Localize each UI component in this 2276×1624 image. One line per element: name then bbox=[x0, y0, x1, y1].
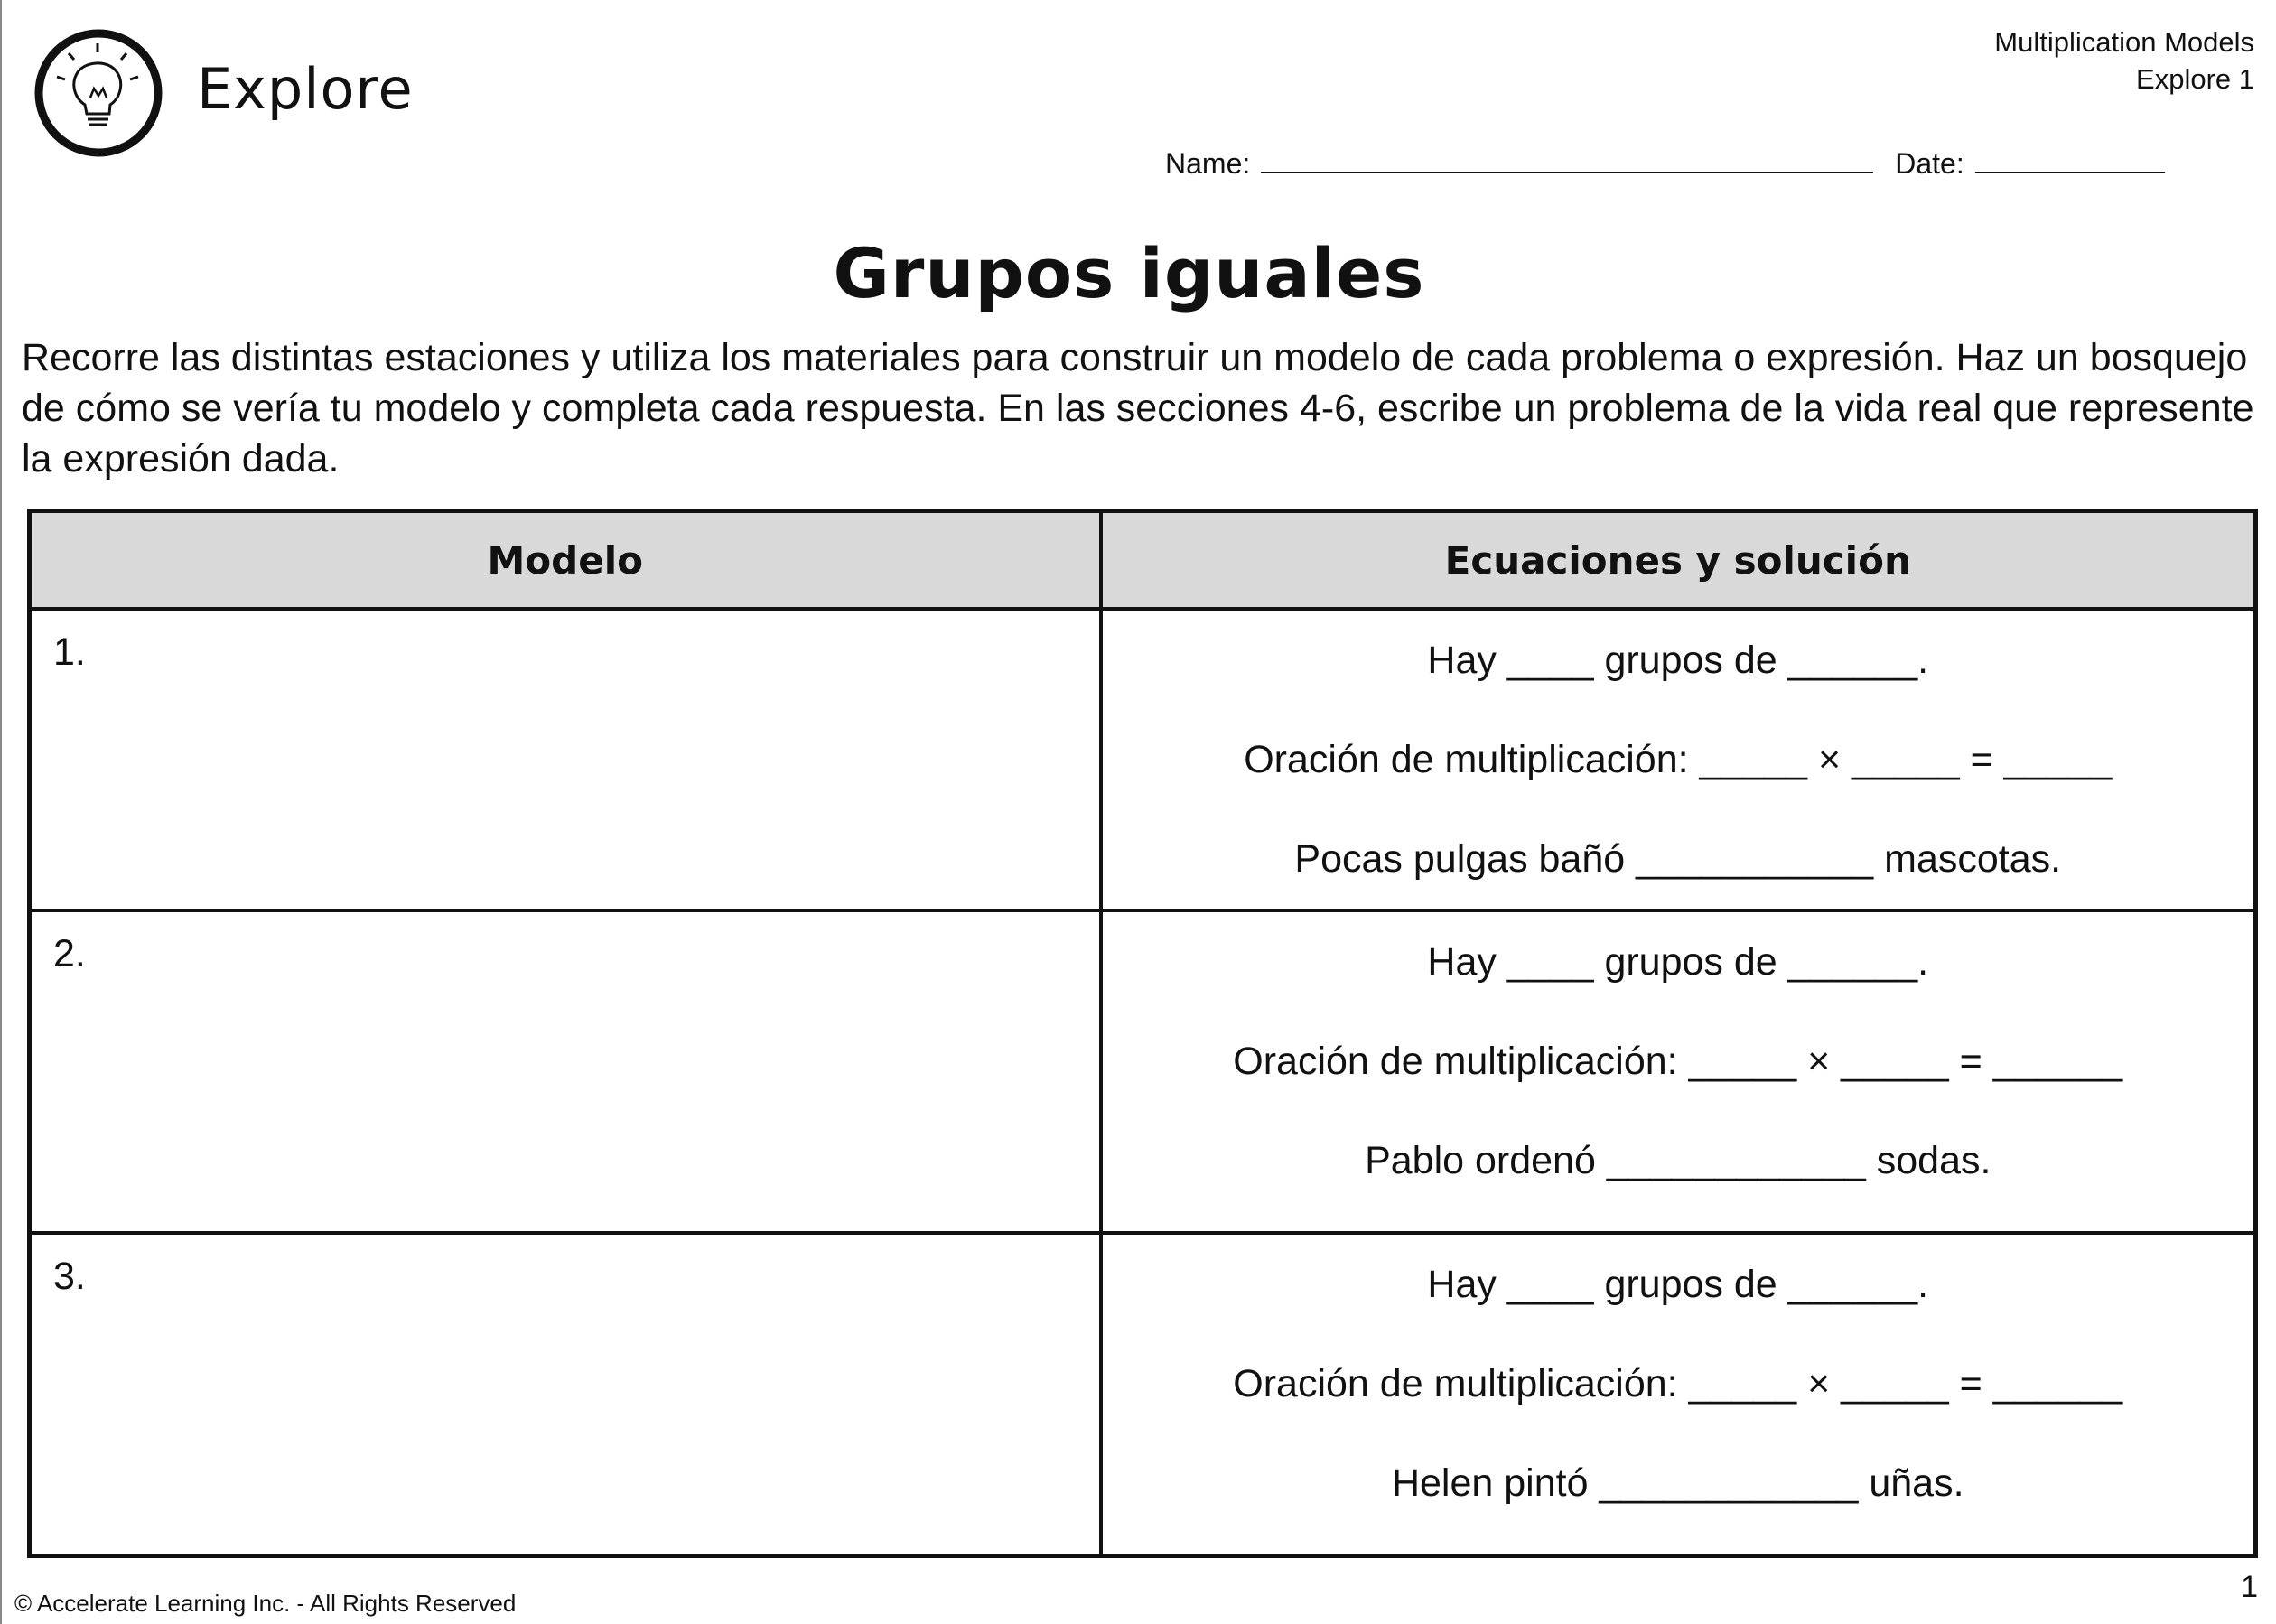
date-label: Date: bbox=[1895, 147, 1964, 180]
section-label: Explore bbox=[197, 56, 414, 122]
lightbulb-icon bbox=[31, 25, 166, 161]
worksheet-table bbox=[27, 509, 2258, 1558]
problem-number: 3. bbox=[53, 1255, 86, 1298]
header-model: Modelo bbox=[30, 511, 1101, 610]
page-number: 1 bbox=[2241, 1570, 2258, 1604]
name-date-row bbox=[1165, 147, 2165, 181]
answer-sentence[interactable]: Helen pintó ____________ uñas. bbox=[1391, 1461, 1964, 1505]
equation-cell bbox=[1101, 609, 2256, 910]
multiplication-sentence[interactable]: Oración de multiplicación: _____ × _____ = ______ bbox=[1233, 1040, 2123, 1083]
lesson-name: Explore 1 bbox=[2136, 63, 2254, 95]
equation-cell bbox=[1101, 1233, 2256, 1556]
groups-sentence[interactable]: Hay ____ grupos de ______. bbox=[1427, 1263, 1929, 1306]
page-title: Grupos iguales bbox=[833, 233, 1425, 313]
header-equations: Ecuaciones y solución bbox=[1101, 511, 2256, 610]
table-row bbox=[30, 609, 2256, 910]
answer-sentence[interactable]: Pablo ordenó ____________ sodas. bbox=[1365, 1139, 1992, 1182]
name-field[interactable] bbox=[1261, 148, 1873, 173]
copyright: © Accelerate Learning Inc. - All Rights Reserved bbox=[14, 1590, 517, 1617]
answer-sentence[interactable]: Pocas pulgas bañó ___________ mascotas. bbox=[1294, 837, 2062, 881]
groups-sentence[interactable]: Hay ____ grupos de ______. bbox=[1427, 639, 1929, 682]
model-cell[interactable] bbox=[30, 609, 1101, 910]
instructions: Recorre las distintas estaciones y utiliza los materiales para construir un modelo de cada problema o expresión. Haz un bosquejo de cómo se vería tu modelo y completa cada respuesta. En las secciones 4-6, escribe un problema de la vida real que represente la expresión dada. bbox=[22, 336, 2254, 481]
name-label: Name: bbox=[1165, 147, 1251, 180]
multiplication-sentence[interactable]: Oración de multiplicación: _____ × _____ = ______ bbox=[1233, 1362, 2123, 1405]
table-row bbox=[30, 1233, 2256, 1556]
equation-cell bbox=[1101, 910, 2256, 1233]
groups-sentence[interactable]: Hay ____ grupos de ______. bbox=[1427, 940, 1929, 984]
course-meta bbox=[1994, 23, 2254, 98]
model-cell[interactable] bbox=[30, 1233, 1101, 1556]
model-cell[interactable] bbox=[30, 910, 1101, 1233]
course-name: Multiplication Models bbox=[1994, 26, 2254, 58]
table-row bbox=[30, 910, 2256, 1233]
date-field[interactable] bbox=[1975, 148, 2165, 173]
multiplication-sentence[interactable]: Oración de multiplicación: _____ × _____ = _____ bbox=[1244, 738, 2113, 781]
problem-number: 1. bbox=[53, 630, 86, 674]
problem-number: 2. bbox=[53, 932, 86, 975]
